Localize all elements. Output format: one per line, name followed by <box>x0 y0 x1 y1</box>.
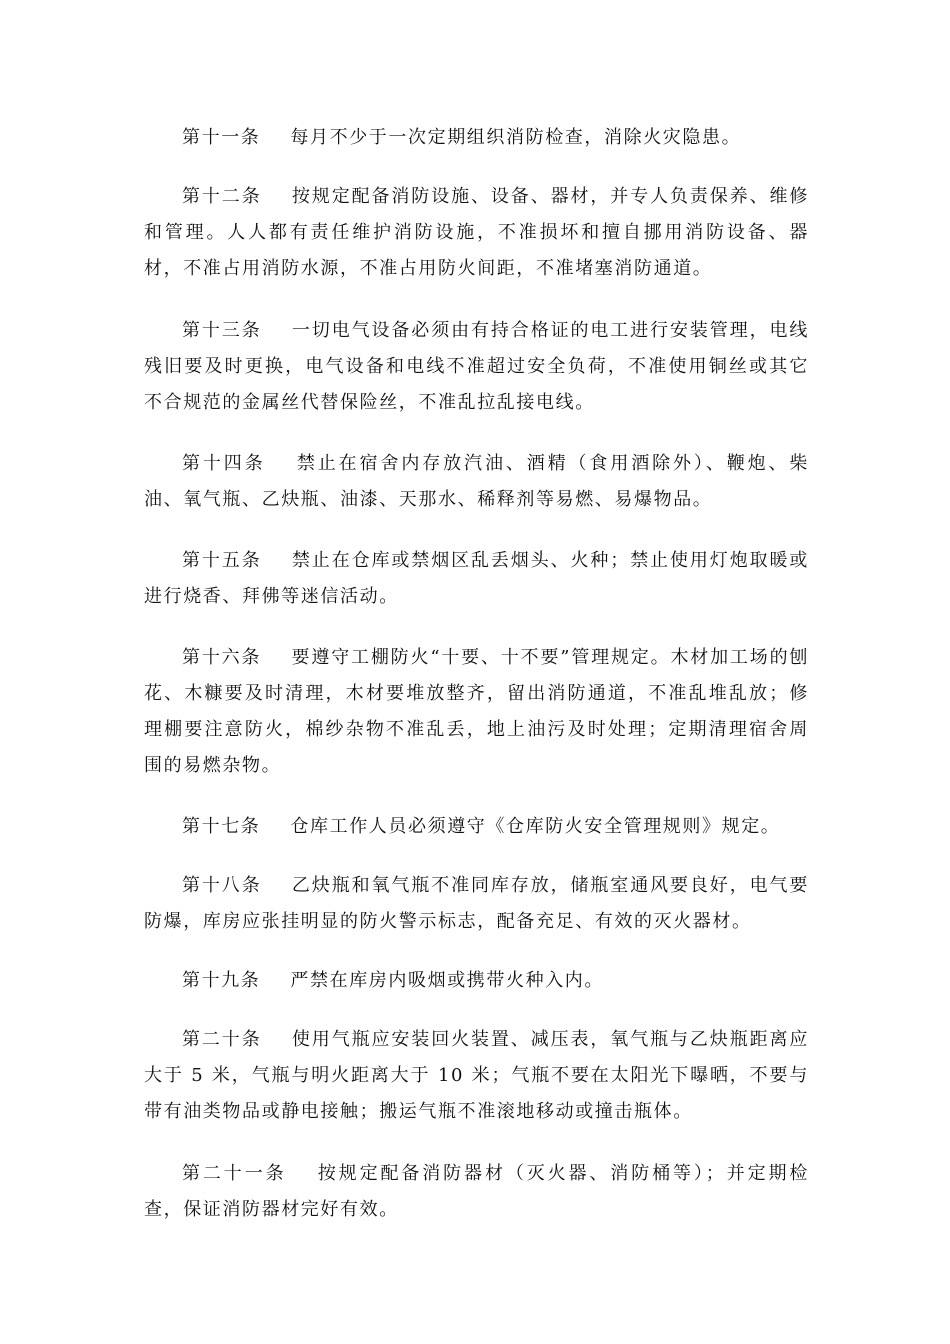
article-text: 按规定配备消防设施、设备、器材，并专人负责保养、维修和管理。人人都有责任维护消防设施，不准损坏和擅自挪用消防设备、器材，不准占用消防水源，不准占用防火间距，不准堵塞消防通道。 <box>144 186 809 279</box>
article-number: 第二十条 <box>182 1029 262 1050</box>
article-18 <box>144 868 809 940</box>
article-14 <box>144 446 809 518</box>
article-number: 第十二条 <box>182 186 262 207</box>
article-15 <box>144 543 809 615</box>
article-number: 第十三条 <box>182 320 262 341</box>
article-17 <box>144 809 809 845</box>
article-11 <box>144 120 809 156</box>
article-number: 第十八条 <box>182 875 262 896</box>
article-text: 每月不少于一次定期组织消防检查，消除火灾隐患。 <box>290 127 742 148</box>
article-13 <box>144 313 809 421</box>
article-number: 第十九条 <box>182 970 261 991</box>
article-text: 按规定配备消防器材（灭火器、消防桶等）；并定期检查，保证消防器材完好有效。 <box>144 1163 809 1220</box>
article-number: 第十六条 <box>182 647 262 668</box>
article-number: 第十七条 <box>182 816 261 837</box>
article-text: 要遵守工棚防火“十要、十不要”管理规定。木材加工场的刨花、木糠要及时清理，木材要堆放整齐，留出消防通道，不准乱堆乱放；修理棚要注意防火，棉纱杂物不准乱丢，地上油污及时处理；定期清理宿舍周围的易燃杂物。 <box>144 647 809 776</box>
article-text: 使用气瓶应安装回火装置、减压表，氧气瓶与乙炔瓶距离应大于 5 米，气瓶与明火距离大于 10 米；气瓶不要在太阳光下曝晒，不要与带有油类物品或静电接触；搬运气瓶不准滚地移动或撞击瓶体。 <box>144 1029 809 1122</box>
article-20 <box>144 1022 809 1130</box>
article-21 <box>144 1156 809 1228</box>
article-16 <box>144 640 809 784</box>
article-text: 严禁在库房内吸烟或携带火种入内。 <box>290 970 605 991</box>
article-text: 乙炔瓶和氧气瓶不准同库存放，储瓶室通风要良好，电气要防爆，库房应张挂明显的防火警示标志，配备充足、有效的灭火器材。 <box>144 875 809 932</box>
article-text: 一切电气设备必须由有持合格证的电工进行安装管理，电线残旧要及时更换，电气设备和电线不准超过安全负荷，不准使用铜丝或其它不合规范的金属丝代替保险丝，不准乱拉乱接电线。 <box>144 320 809 413</box>
article-number: 第二十一条 <box>182 1163 287 1184</box>
article-number: 第十五条 <box>182 550 262 571</box>
article-text: 仓库工作人员必须遵守《仓库防火安全管理规则》规定。 <box>290 816 781 837</box>
article-number: 第十四条 <box>182 453 266 474</box>
article-number: 第十一条 <box>182 127 261 148</box>
article-12 <box>144 179 809 287</box>
article-text: 禁止在宿舍内存放汽油、酒精（食用酒除外）、鞭炮、柴油、氧气瓶、乙炔瓶、油漆、天那水、稀释剂等易燃、易爆物品。 <box>144 453 809 510</box>
article-text: 禁止在仓库或禁烟区乱丢烟头、火种；禁止使用灯炮取暖或进行烧香、拜佛等迷信活动。 <box>144 550 809 607</box>
article-19 <box>144 963 809 999</box>
